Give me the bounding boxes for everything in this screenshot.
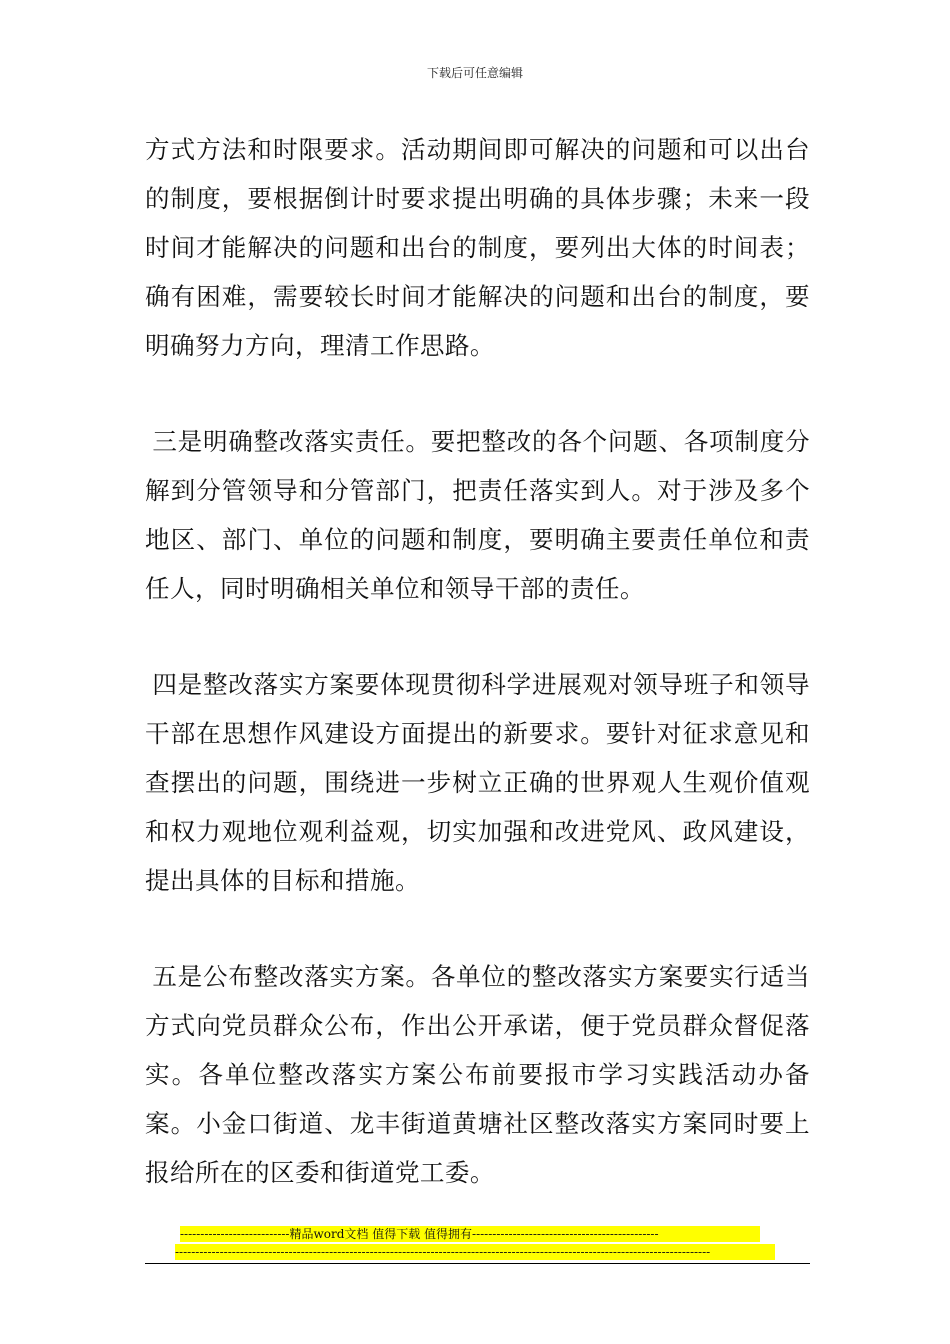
footer-divider — [145, 1263, 810, 1264]
document-body — [145, 125, 810, 1244]
page-header: 下载后可任意编辑 — [426, 66, 523, 80]
footer-banner-text: ---------------------------精品word文档 值得下载 值得拥有---------------------------------------------- — [180, 1226, 760, 1242]
footer-banner-dashes: ------------------------------------------------------------------------------------------------------------------------------------ — [175, 1244, 775, 1260]
paragraph-item-four: 四是整改落实方案要体现贯彻科学进展观对领导班子和领导干部在思想作风建设方面提出的新要求。要针对征求意见和查摆出的问题，围绕进一步树立正确的世界观人生观价值观和权力观地位观利益观，切实加强和改进党风、政风建设，提出具体的目标和措施。 — [145, 670, 810, 895]
paragraph-continued: 方式方法和时限要求。活动期间即可解决的问题和可以出台的制度，要根据倒计时要求提出明确的具体步骤；未来一段时间才能解决的问题和出台的制度，要列出大体的时间表；确有困难，需要较长时间才能解决的问题和出台的制度，要明确努力方向，理清工作思路。 — [145, 135, 810, 360]
paragraph-item-five: 五是公布整改落实方案。各单位的整改落实方案要实行适当方式向党员群众公布，作出公开承诺，便于党员群众督促落实。各单位整改落实方案公布前要报市学习实践活动办备案。小金口街道、龙丰街道黄塘社区整改落实方案同时要上报给所在的区委和街道党工委。 — [145, 962, 810, 1187]
paragraph-item-three: 三是明确整改落实责任。要把整改的各个问题、各项制度分解到分管领导和分管部门，把责任落实到人。对于涉及多个地区、部门、单位的问题和制度，要明确主要责任单位和责任人，同时明确相关单位和领导干部的责任。 — [145, 427, 810, 603]
